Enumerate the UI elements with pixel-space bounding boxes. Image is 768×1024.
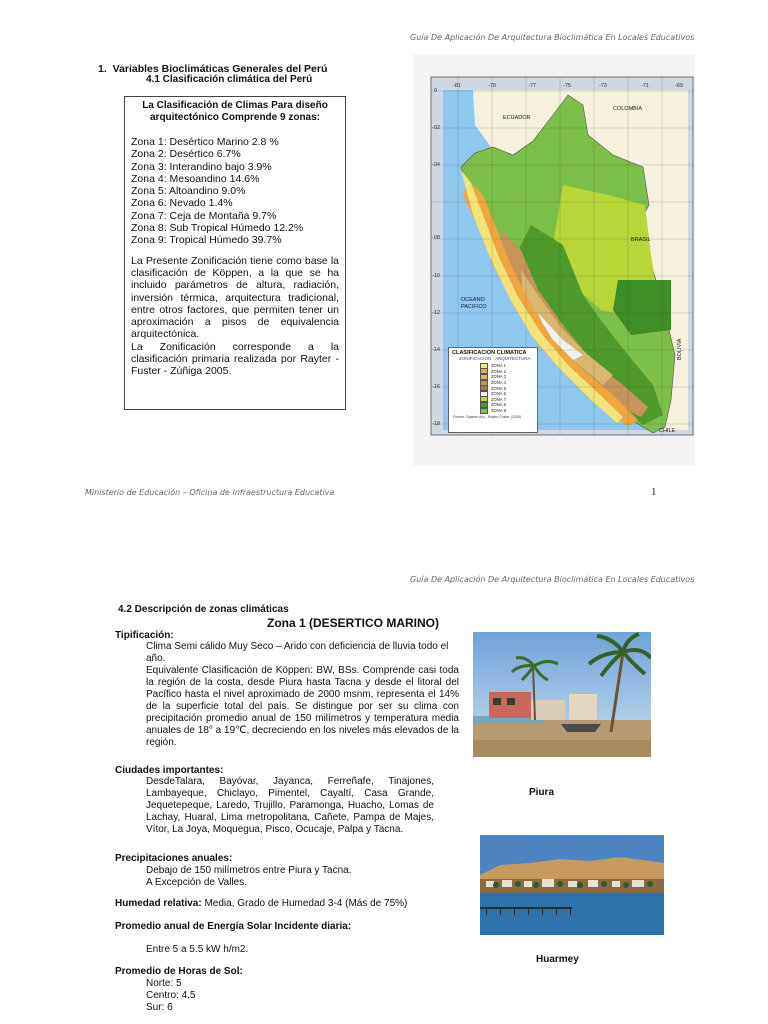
section-number: 1. <box>98 63 107 75</box>
photo-caption-huarmey: Huarmey <box>536 954 579 965</box>
tick-label: -77 <box>528 83 536 89</box>
legend-items <box>449 363 537 413</box>
horas-sol-label: Promedio de Horas de Sol: <box>115 966 243 977</box>
tipificacion-koppen-text: Equivalente Clasificación de Köppen: BW, BSs. Comprende casi toda la región de la costa, desde Piura hasta Tacna y desde el litoral del Pacífico hasta el nivel aproximado de 2000 msnm, representa el 14% de la superficie total del país. Se distingue por ser su clima con precipitación promedio anual de 150 milímetros y temperatura media anuales de 18° a 19℃, decreciendo en los niveles más elevados de la región. <box>146 665 459 748</box>
zone-item: Zona 5: Altoandino 9.0% <box>131 185 246 198</box>
legend-label: ZONA 1 <box>491 363 506 369</box>
zone-item: Zona 1: Desértico Marino 2.8 % <box>131 136 279 148</box>
tick-label: -14 <box>432 347 440 353</box>
legend-label: ZONA 7 <box>491 396 506 402</box>
legend-label: ZONA 9 <box>491 408 506 414</box>
page-header: Guía De Aplicación De Arquitectura Bioclimática En Locales Educativos <box>410 575 695 584</box>
precipitaciones-line: A Excepción de Valles. <box>146 877 247 888</box>
zone-item: Zona 6: Nevado 1.4% <box>131 197 233 210</box>
horas-sol-item: Sur: 6 <box>146 1002 173 1013</box>
climate-zones-box <box>124 96 346 410</box>
peru-climate-map <box>413 55 695 465</box>
tick-label: -73 <box>599 83 607 89</box>
tick-label: -71 <box>641 83 649 89</box>
zone-item: Zona 4: Mesoandino 14.6% <box>131 172 260 185</box>
legend-label: ZONA 4 <box>491 380 506 386</box>
tick-label: -69 <box>675 83 683 89</box>
legend-label: ZONA 3 <box>491 374 506 380</box>
section-title: 4.2 Descripción de zonas climáticas <box>118 604 289 615</box>
tipificacion-text: Clima Semi cálido Muy Seco – Arido con deficiencia de lluvia todo el año. <box>146 641 449 664</box>
zone-title: Zona 1 (DESERTICO MARINO) <box>267 616 440 630</box>
label-ocean-line-2: PACIFICO <box>461 304 487 310</box>
huarmey-coast-photo <box>480 835 664 935</box>
humedad-label: Humedad relativa: <box>115 898 202 909</box>
tick-label: 0 <box>434 88 438 94</box>
page-number: 1 <box>651 486 657 498</box>
zone-item: Zona 8: Sub Tropical Húmedo 12.2% <box>131 222 304 235</box>
paragraph-zonificacion: La Presente Zonificación tiene como base la clasificación de Köppen, a la que se ha incluido parámetros de altura, radiación, inversión térmica, arquitectura tradicional, entre otros factores, que permiten tener un aproximación a pisos de equivalencia arquitectónica. <box>131 254 339 341</box>
tick-label: -08 <box>432 235 440 241</box>
page-footer: Ministerio de Educación – Oficina de Infraestructura Educativa <box>85 488 335 497</box>
label-bolivia: BOLIVIA <box>677 338 683 360</box>
label-ocean-line-1: OCEANO <box>461 297 485 303</box>
energia-text: Entre 5 a 5.5 kW h/m2. <box>146 944 249 955</box>
label-brasil: BRASIL <box>631 237 651 243</box>
legend-label: ZONA 5 <box>491 385 506 391</box>
map-source: Fuente: System Arq - Rayter-Fuster (2005) <box>453 415 522 420</box>
map-legend <box>448 347 538 433</box>
tick-label: -75 <box>563 83 571 89</box>
humedad-text: Media, Grado de Humedad 3-4 (Más de 75%) <box>201 898 408 909</box>
section-title: Variables Bioclimáticas Generales del Perú <box>112 63 328 75</box>
tipificacion-label: Tipificación: <box>115 630 174 641</box>
horas-sol-item: Norte: 5 <box>146 978 182 989</box>
legend-label: ZONA 6 <box>491 391 506 397</box>
tick-label: -79 <box>488 83 496 89</box>
ciudades-text: DesdeTalara, Bayóvar, Jayanca, Ferreñafe, Tinajones, Lambayeque, Chiclayo, Pimentel, Cayaltí, Casa Grande, Jequetepeque, Laredo, Trujillo, Paramonga, Huacho, Lomas de Lachay, Huaral, Lima metropolitana, Cañete, Pampa de Majes, Vítor, La Joya, Moquegua, Pisco, Ocucaje, Palpa y Tacna. <box>146 776 434 835</box>
tick-label: -18 <box>432 421 440 427</box>
tick-label: -10 <box>432 273 440 279</box>
subsection-title: 4.1 Clasificación climática del Perú <box>146 74 313 85</box>
legend-label: ZONA 2 <box>491 368 506 374</box>
zone-item: Zona 2: Desértico 6.7% <box>131 148 241 161</box>
zone-item: Zona 9: Tropical Húmedo 39.7% <box>131 234 282 247</box>
horas-sol-item: Centro: 4.5 <box>146 990 196 1001</box>
piura-beach-photo <box>473 632 651 757</box>
zone-item: Zona 7: Ceja de Montaña 9.7% <box>131 209 277 222</box>
label-ocean <box>461 297 487 311</box>
tick-label: -12 <box>432 310 440 316</box>
photo-caption-piura: Piura <box>529 787 555 798</box>
energia-label: Promedio anual de Energía Solar Incidente diaria: <box>115 921 352 932</box>
humedad-row <box>115 898 407 910</box>
label-chile: CHILE <box>659 428 676 434</box>
legend-subtitle: ZONIFICACION - ARQUITECTURA <box>459 356 531 361</box>
paragraph-source: La Zonificación corresponde a la clasificación primaria realizada por Rayter - Fuster - Zúñiga 2005. <box>131 340 339 378</box>
box-heading-line-1: La Clasificación de Climas Para diseño <box>142 100 328 111</box>
label-colombia: COLOMBIA <box>613 106 643 112</box>
legend-title: CLASIFICACION CLIMATICA <box>452 350 527 356</box>
zone-list <box>131 136 345 247</box>
precipitaciones-line: Debajo de 150 milímetros entre Piura y Tacna. <box>146 865 352 876</box>
box-heading-line-2: arquitectónico Comprende 9 zonas: <box>149 112 321 123</box>
page-header: Guía De Aplicación De Arquitectura Bioclimática En Locales Educativos <box>410 33 695 42</box>
tick-label: -04 <box>432 162 440 168</box>
tick-label: -16 <box>432 384 440 390</box>
label-ecuador: ECUADOR <box>503 115 531 121</box>
precipitaciones-label: Precipitaciones anuales: <box>115 853 233 864</box>
ciudades-label: Ciudades importantes: <box>115 765 224 776</box>
zone-item: Zona 3: Interandino bajo 3.9% <box>131 160 272 173</box>
tick-label: -02 <box>432 125 440 131</box>
legend-label: ZONA 8 <box>491 402 506 408</box>
tick-label: -81 <box>453 83 461 89</box>
legend-swatch <box>480 408 488 414</box>
